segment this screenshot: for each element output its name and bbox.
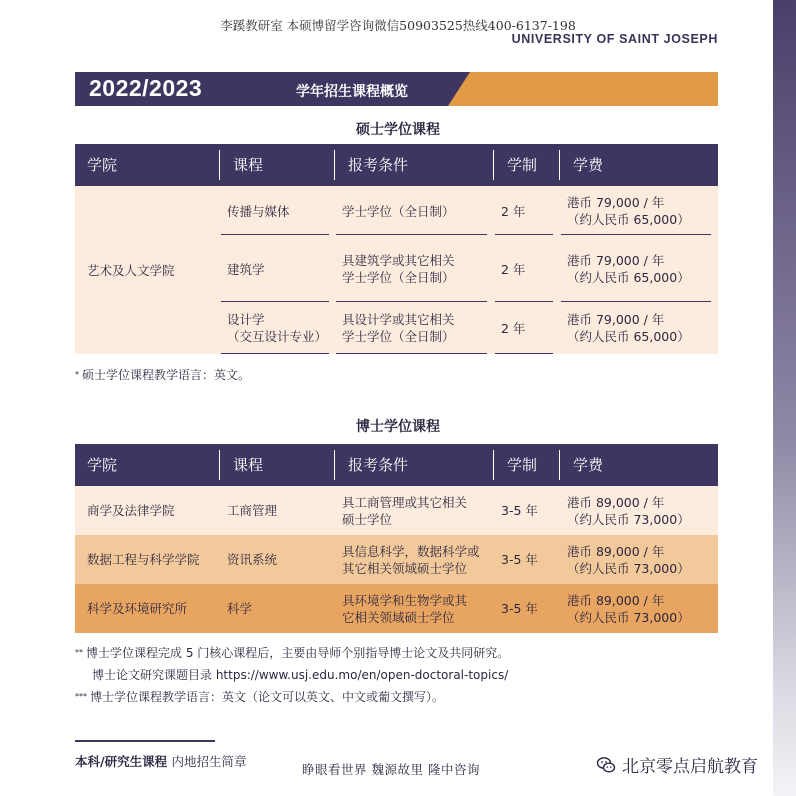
course-cell bbox=[221, 535, 331, 584]
fee-cell bbox=[561, 584, 711, 633]
doctoral-notes bbox=[75, 644, 755, 706]
school-cell bbox=[81, 584, 217, 633]
fee-hkd: 港币 79,000 / 年 bbox=[567, 195, 665, 210]
duration-text: 3-5 年 bbox=[501, 552, 538, 567]
school-name: 数据工程与科学学院 bbox=[87, 552, 200, 567]
wechat-icon bbox=[596, 755, 616, 775]
note-mark: ** bbox=[75, 648, 83, 657]
footer-brochure-title bbox=[75, 752, 246, 770]
fee-hkd: 港币 89,000 / 年 bbox=[567, 592, 665, 608]
school-cell bbox=[81, 486, 217, 535]
table-row-requirement bbox=[336, 236, 491, 302]
duration-text: 2 年 bbox=[501, 320, 526, 336]
duration-text: 2 年 bbox=[501, 203, 526, 219]
table-row-fee bbox=[561, 302, 711, 354]
fee-hkd: 港币 89,000 / 年 bbox=[567, 494, 665, 510]
header-requirements: 报考条件 bbox=[348, 456, 409, 474]
table-row-course bbox=[221, 186, 331, 236]
course-name: 科学 bbox=[227, 601, 253, 616]
note-link-text[interactable]: 博士论文研究课题目录 https://www.usj.edu.mo/en/open-doctoral-topics/ bbox=[92, 668, 509, 682]
masters-table-header bbox=[75, 144, 718, 186]
header-school: 学院 bbox=[87, 156, 118, 174]
course-cell bbox=[221, 486, 331, 535]
table-row-requirement bbox=[336, 302, 491, 354]
requirement-text: 学士学位（全日制） bbox=[342, 270, 455, 285]
fee-hkd: 港币 79,000 / 年 bbox=[567, 312, 665, 327]
row-rule bbox=[221, 234, 329, 235]
banner-orange-band bbox=[448, 72, 718, 106]
banner-subtitle: 学年招生课程概览 bbox=[296, 84, 408, 100]
watermark-text: 北京零点启航教育 bbox=[622, 757, 758, 777]
fee-hkd: 港币 79,000 / 年 bbox=[567, 253, 665, 268]
doctoral-note bbox=[75, 644, 755, 662]
requirement-text: 学士学位（全日制） bbox=[342, 203, 455, 219]
row-rule bbox=[336, 234, 487, 235]
note-mark: * bbox=[75, 370, 79, 379]
doctoral-note bbox=[75, 688, 755, 706]
course-name: 设计学 bbox=[227, 312, 265, 327]
course-name: 建筑学 bbox=[227, 261, 265, 277]
row-rule bbox=[561, 234, 711, 235]
course-cell bbox=[221, 584, 331, 633]
contact-line: 李蹊教研室 本硕博留学咨询微信50903525热线400-6137-198 bbox=[220, 18, 576, 33]
duration-text: 3-5 年 bbox=[501, 601, 538, 616]
header-divider bbox=[219, 150, 220, 180]
header-divider bbox=[559, 150, 560, 180]
note-mark: *** bbox=[75, 692, 87, 701]
header-duration: 学制 bbox=[507, 456, 538, 474]
row-rule bbox=[336, 353, 487, 354]
masters-table-body bbox=[75, 186, 718, 354]
table-row-course bbox=[221, 302, 331, 354]
requirement-text: 具设计学或其它相关 bbox=[342, 312, 455, 327]
requirement-cell bbox=[336, 584, 491, 633]
note-text: 博士学位课程教学语言：英文（论文可以英文、中文或葡文撰写）。 bbox=[90, 690, 445, 704]
row-rule bbox=[221, 353, 329, 354]
fee-cell bbox=[561, 486, 711, 535]
table-row bbox=[75, 535, 718, 584]
school-name: 艺术及人文学院 bbox=[87, 262, 175, 278]
footer-title-bold: 本科/研究生课程 bbox=[75, 754, 168, 769]
fee-cell bbox=[561, 535, 711, 584]
requirement-text: 具信息科学，数据科学或 bbox=[342, 543, 480, 559]
duration-cell bbox=[495, 535, 557, 584]
requirement-cell bbox=[336, 486, 491, 535]
header-divider bbox=[219, 450, 220, 480]
fee-rmb: （约人民币 65,000） bbox=[567, 212, 690, 227]
school-name: 科学及环境研究所 bbox=[87, 601, 188, 616]
requirement-text: 硕士学位 bbox=[342, 511, 393, 527]
header-fee: 学费 bbox=[573, 456, 604, 474]
fee-rmb: （约人民币 65,000） bbox=[567, 270, 690, 285]
masters-note bbox=[75, 366, 250, 384]
footer-rule bbox=[75, 740, 215, 742]
duration-cell bbox=[495, 486, 557, 535]
table-row-fee bbox=[561, 186, 711, 236]
header-divider bbox=[559, 450, 560, 480]
header-duration: 学制 bbox=[507, 156, 538, 174]
table-row-duration bbox=[495, 236, 557, 302]
fee-rmb: （约人民币 73,000） bbox=[567, 511, 690, 527]
table-row-fee bbox=[561, 236, 711, 302]
table-row bbox=[75, 584, 718, 633]
school-cell bbox=[81, 535, 217, 584]
header-divider bbox=[334, 450, 335, 480]
header-course: 课程 bbox=[233, 456, 264, 474]
course-name: 资讯系统 bbox=[227, 552, 278, 567]
watermark bbox=[596, 752, 758, 777]
row-rule bbox=[495, 234, 553, 235]
header-fee: 学费 bbox=[573, 156, 604, 174]
fee-hkd: 港币 89,000 / 年 bbox=[567, 543, 665, 559]
requirement-text: 学士学位（全日制） bbox=[342, 329, 455, 344]
requirement-text: 具建筑学或其它相关 bbox=[342, 253, 455, 268]
header-course: 课程 bbox=[233, 156, 264, 174]
requirement-text: 它相关领域硕士学位 bbox=[342, 609, 455, 625]
header-divider bbox=[493, 450, 494, 480]
header-school: 学院 bbox=[87, 456, 118, 474]
doctoral-table-header bbox=[75, 444, 718, 486]
doctoral-note bbox=[75, 666, 755, 684]
header-divider bbox=[334, 150, 335, 180]
doctoral-table bbox=[75, 444, 718, 633]
table-row-requirement bbox=[336, 186, 491, 236]
requirement-text: 具环境学和生物学或其 bbox=[342, 592, 468, 608]
title-banner bbox=[75, 72, 718, 106]
school-name: 商学及法律学院 bbox=[87, 503, 175, 518]
school-cell bbox=[81, 186, 217, 354]
table-row bbox=[75, 486, 718, 535]
duration-text: 3-5 年 bbox=[501, 503, 538, 518]
masters-section-title: 硕士学位课程 bbox=[356, 122, 440, 138]
banner-year: 2022/2023 bbox=[89, 75, 203, 101]
table-row-duration bbox=[495, 186, 557, 236]
fee-rmb: （约人民币 73,000） bbox=[567, 609, 690, 625]
footer-slogan: 睁眼看世界 魏源故里 隆中咨询 bbox=[302, 762, 480, 777]
footer-title-thin: 内地招生简章 bbox=[171, 754, 247, 769]
course-name: 传播与媒体 bbox=[227, 203, 290, 219]
fee-rmb: （约人民币 73,000） bbox=[567, 560, 690, 576]
table-row-duration bbox=[495, 302, 557, 354]
requirement-text: 具工商管理或其它相关 bbox=[342, 494, 468, 510]
header-requirements: 报考条件 bbox=[348, 156, 409, 174]
duration-text: 2 年 bbox=[501, 261, 526, 277]
doctoral-section-title: 博士学位课程 bbox=[356, 419, 440, 435]
table-row-course bbox=[221, 236, 331, 302]
duration-cell bbox=[495, 584, 557, 633]
header-divider bbox=[493, 150, 494, 180]
row-rule bbox=[495, 353, 553, 354]
requirement-cell bbox=[336, 535, 491, 584]
note-text: 硕士学位课程教学语言：英文。 bbox=[82, 368, 251, 382]
course-specialty: （交互设计专业） bbox=[227, 329, 328, 344]
fee-rmb: （约人民币 65,000） bbox=[567, 329, 690, 344]
university-name: UNIVERSITY OF SAINT JOSEPH bbox=[511, 32, 718, 46]
note-text: 博士学位课程完成 5 门核心课程后，主要由导师个别指导博士论文及共同研究。 bbox=[86, 646, 510, 660]
requirement-text: 其它相关领域硕士学位 bbox=[342, 560, 468, 576]
course-name: 工商管理 bbox=[227, 503, 278, 518]
masters-table bbox=[75, 144, 718, 354]
